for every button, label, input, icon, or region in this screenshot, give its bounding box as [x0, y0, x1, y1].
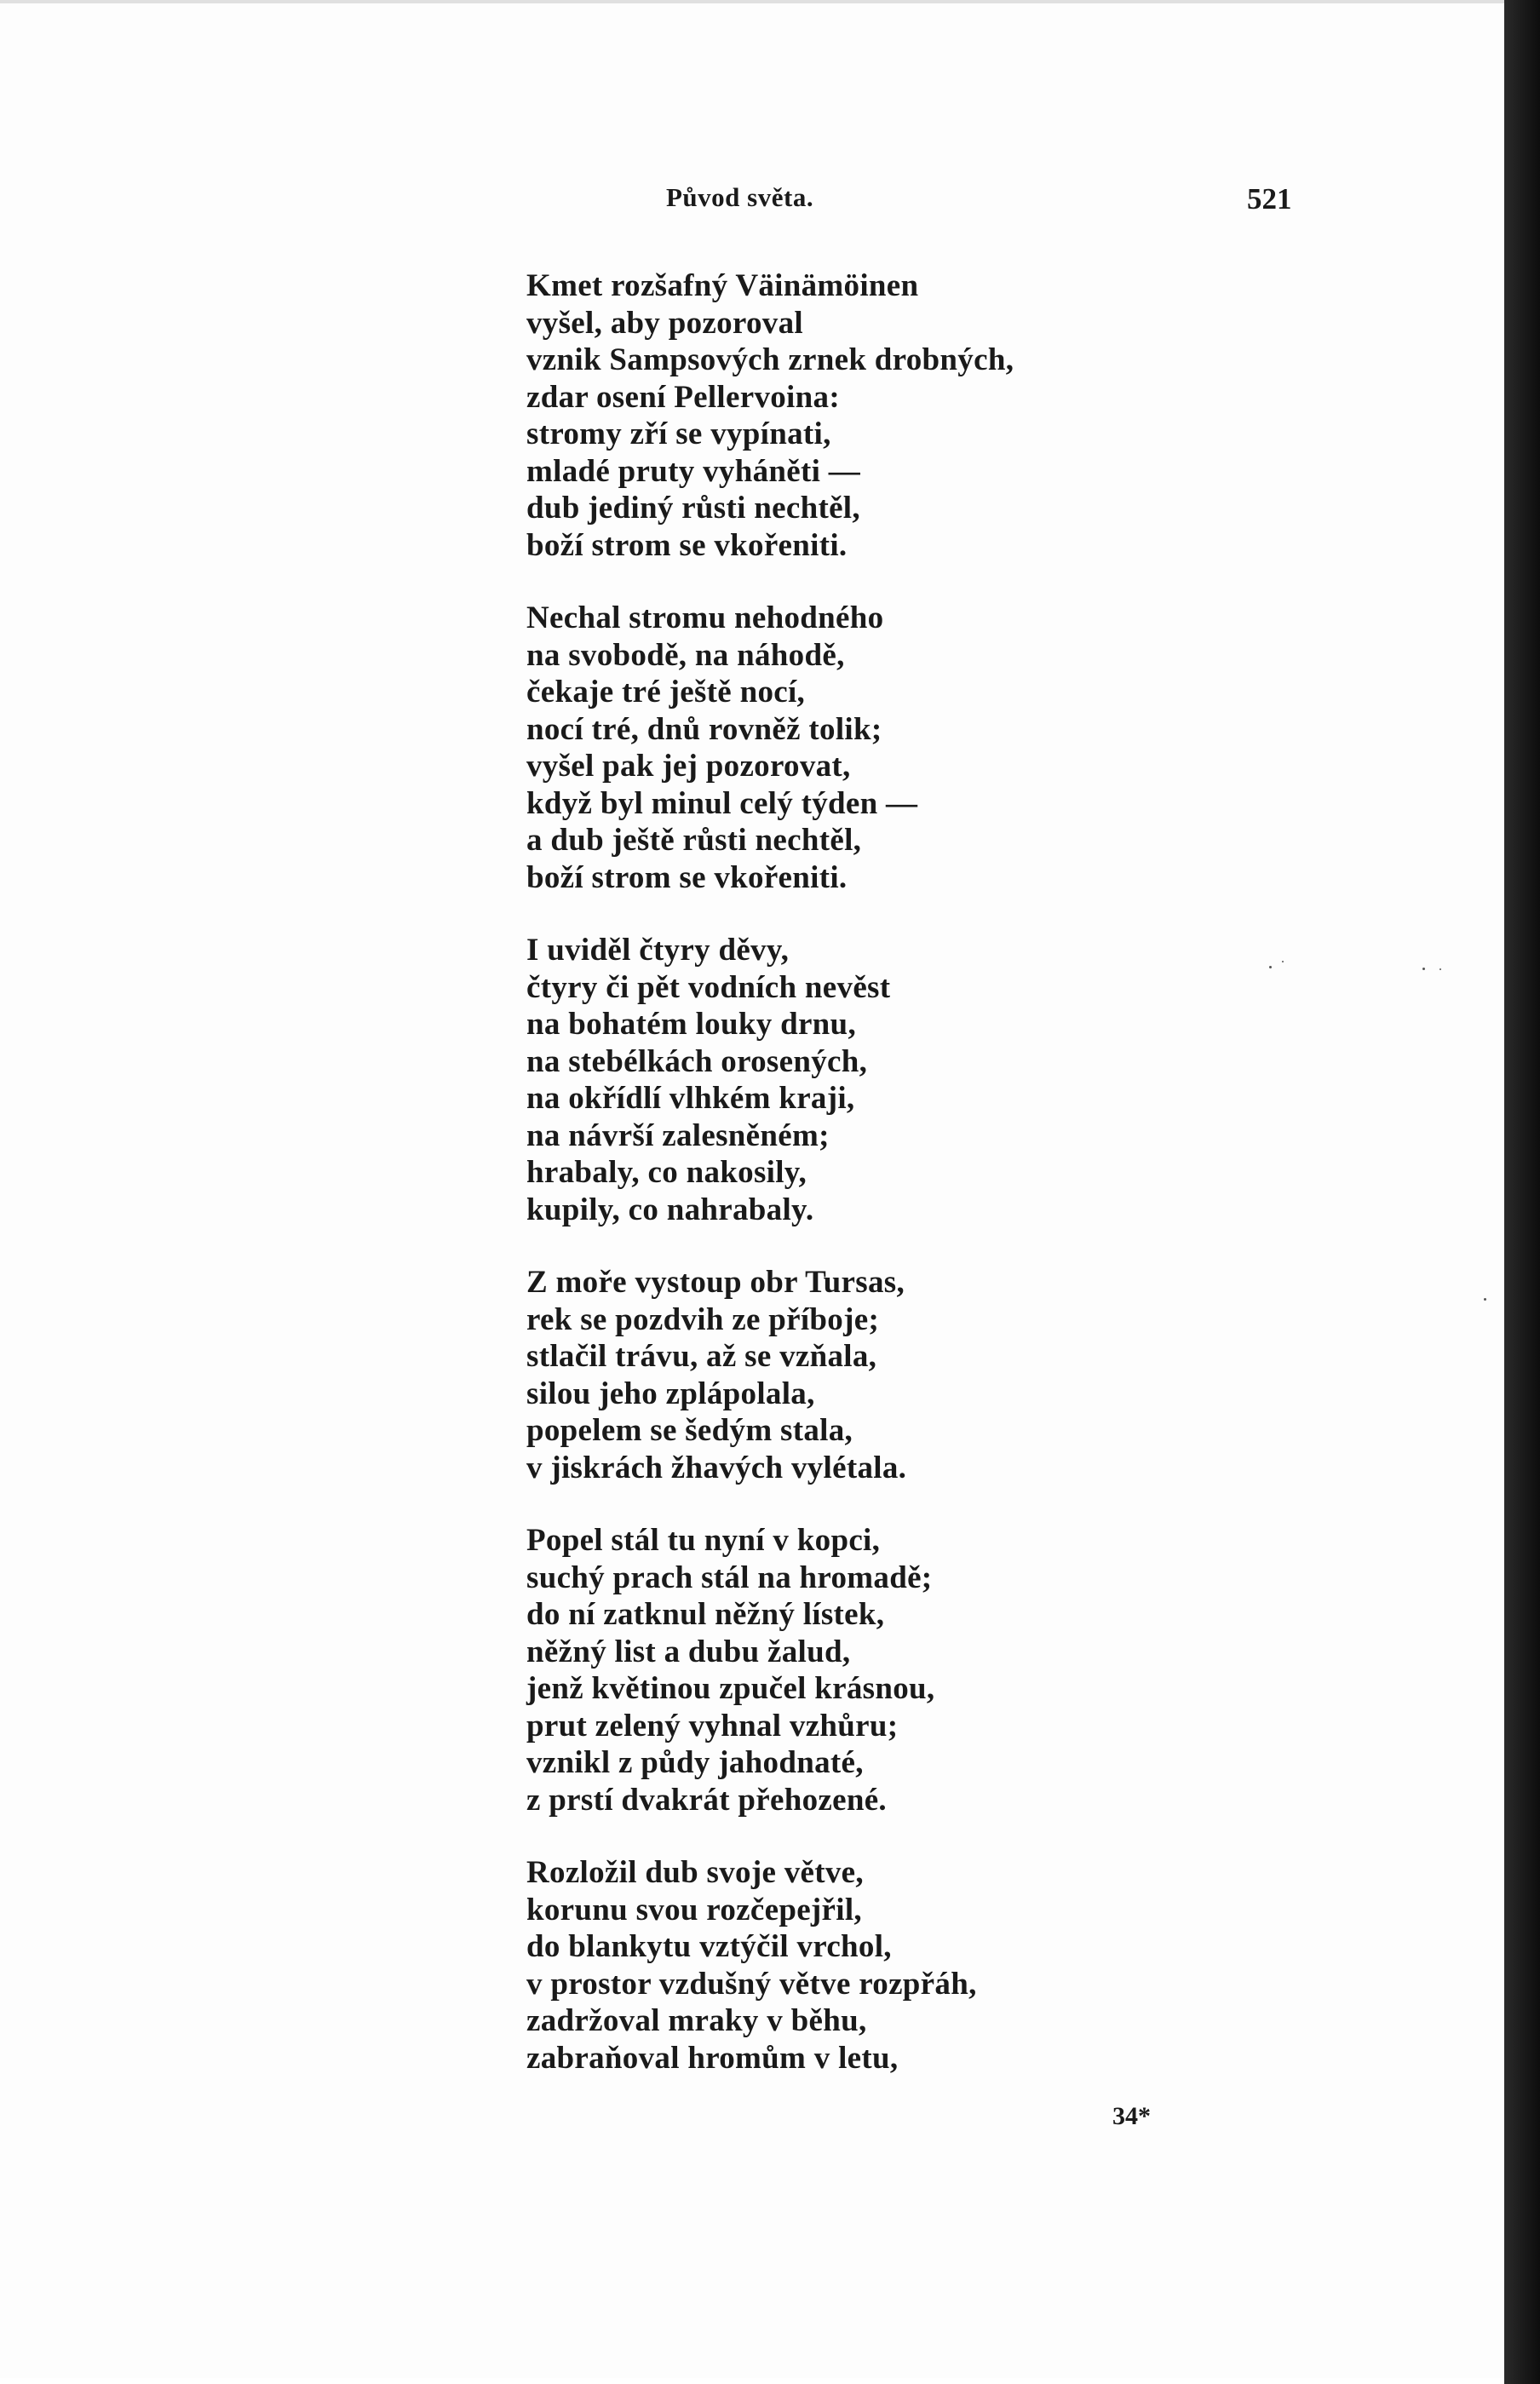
verse-line: v jiskrách žhavých vylétala. — [526, 1450, 907, 1485]
poem-body — [526, 267, 1123, 2112]
verse-line: Rozložil dub svoje větve, — [526, 1855, 864, 1890]
stanza — [526, 1264, 1123, 1486]
verse-line: do blankytu vztýčil vrchol, — [526, 1929, 892, 1964]
verse-line: vyšel pak jej pozorovat, — [526, 749, 851, 784]
stanza — [526, 1522, 1123, 1818]
verse-line: Popel stál tu nyní v kopci, — [526, 1523, 881, 1558]
verse-line: I uviděl čtyry děvy, — [526, 933, 790, 968]
paper-speck — [1422, 968, 1425, 970]
paper-speck — [1439, 968, 1441, 970]
verse-line: když byl minul celý týden — — [526, 785, 918, 821]
verse-line: zdar osení Pellervoina: — [526, 379, 840, 415]
verse-line: zadržoval mraky v běhu, — [526, 2003, 867, 2038]
verse-line: zabraňoval hromům v letu, — [526, 2040, 899, 2076]
stanza — [526, 1854, 1123, 2077]
paper-speck — [1282, 961, 1284, 962]
paper-speck — [1269, 966, 1272, 968]
verse-line: boží strom se vkořeniti. — [526, 527, 848, 563]
verse-line: jenž květinou zpučel krásnou, — [526, 1671, 935, 1706]
verse-line: z prstí dvakrát přehozené. — [526, 1782, 887, 1818]
verse-line: nocí tré, dnů rovněž tolik; — [526, 711, 882, 747]
verse-line: dub jediný růsti nechtěl, — [526, 491, 860, 526]
verse-line: na okřídlí vlhkém kraji, — [526, 1081, 855, 1116]
stanza — [526, 267, 1123, 564]
running-head: Původ světa. — [666, 182, 814, 212]
verse-line: kupily, co nahrabaly. — [526, 1192, 814, 1227]
verse-line: hrabaly, co nakosily, — [526, 1155, 807, 1190]
verse-line: čtyry či pět vodních nevěst — [526, 969, 891, 1005]
verse-line: na svobodě, na náhodě, — [526, 637, 845, 673]
verse-line: suchý prach stál na hromadě; — [526, 1560, 933, 1595]
page-number: 521 — [1247, 182, 1292, 215]
verse-line: Kmet rozšafný Väinämöinen — [526, 268, 919, 303]
verse-line: rek se pozdvih ze příboje; — [526, 1301, 880, 1337]
verse-line: silou jeho zplápolala, — [526, 1376, 815, 1411]
paper-speck — [1484, 1298, 1486, 1301]
verse-line: stlačil trávu, až se vzňala, — [526, 1339, 877, 1374]
verse-line: do ní zatknul něžný lístek, — [526, 1597, 885, 1632]
verse-line: vyšel, aby pozoroval — [526, 305, 803, 341]
verse-line: popelem se šedým stala, — [526, 1413, 853, 1448]
stanza — [526, 932, 1123, 1228]
verse-line: vznikl z půdy jahodnaté, — [526, 1745, 864, 1780]
verse-line: v prostor vzdušný větve rozpřáh, — [526, 1966, 977, 2002]
verse-line: stromy zří se vypínati, — [526, 416, 831, 451]
verse-line: korunu svou rozčepejřil, — [526, 1892, 862, 1927]
verse-line: na bohatém louky drnu, — [526, 1007, 856, 1042]
verse-line: mladé pruty vyháněti — — [526, 453, 861, 489]
verse-line: vznik Sampsových zrnek drobných, — [526, 342, 1014, 377]
signature-mark: 34* — [1112, 2102, 1151, 2130]
verse-line: něžný list a dubu žalud, — [526, 1634, 851, 1669]
verse-line: a dub ještě růsti nechtěl, — [526, 823, 862, 858]
verse-line: na stebélkách orosených, — [526, 1043, 868, 1079]
verse-line: prut zelený vyhnal vzhůru; — [526, 1708, 899, 1743]
verse-line: Z moře vystoup obr Tursas, — [526, 1265, 905, 1300]
page-edge-shadow — [1504, 0, 1540, 2384]
verse-line: boží strom se vkořeniti. — [526, 859, 848, 895]
verse-line: na návrší zalesněném; — [526, 1117, 830, 1153]
verse-line: Nechal stromu nehodného — [526, 600, 884, 635]
verse-line: čekaje tré ještě nocí, — [526, 675, 806, 709]
stanza — [526, 600, 1123, 896]
